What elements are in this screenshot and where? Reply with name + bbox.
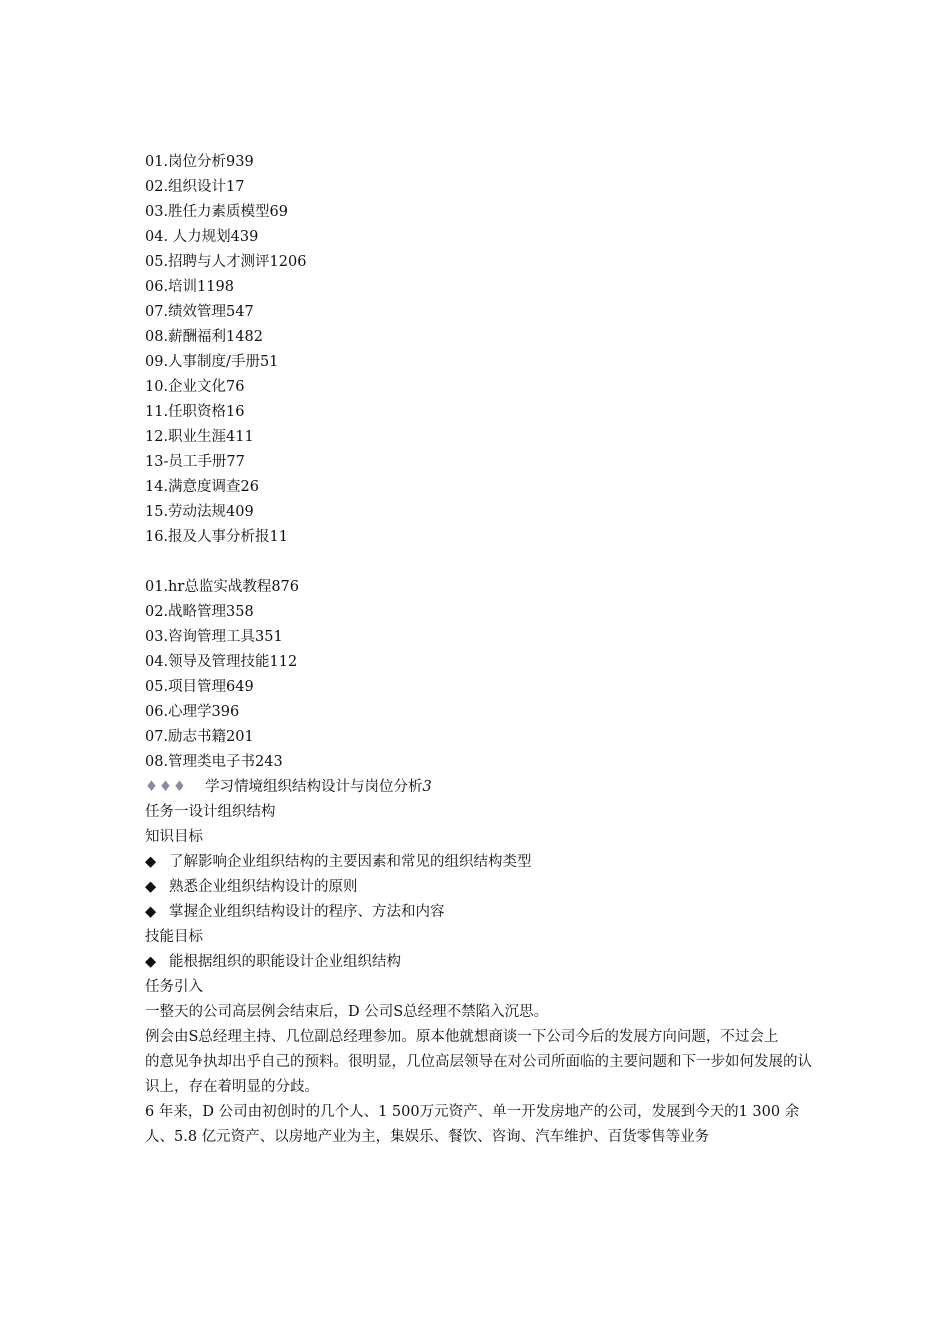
diamond-bullet-icon: ◆: [145, 879, 157, 895]
list-spacer: [145, 550, 815, 575]
list-item: 07.绩效管理547: [145, 304, 254, 320]
paragraph: 一整天的公司高层例会结束后，D 公司S总经理不禁陷入沉思。: [145, 1004, 549, 1020]
list-item: 14.满意度调查26: [145, 479, 260, 495]
knowledge-item: ◆ 了解影响企业组织结构的主要因素和常见的组织结构类型: [145, 850, 815, 875]
paragraph: 的意见争执却出乎自己的预料。很明显，几位高层领导在对公司所面临的主要问题和下一步如何发展的认: [145, 1054, 812, 1070]
list-item: 10.企业文化76: [145, 379, 245, 395]
knowledge-item: ◆ 熟悉企业组织结构设计的原则: [145, 875, 815, 900]
list-item: 01.岗位分析939: [145, 154, 254, 170]
paragraph: 例会由S总经理主持、几位副总经理参加。原本他就想商谈一下公司今后的发展方向问题，不过会上: [145, 1029, 779, 1045]
list-item: 07.励志书籍201: [145, 729, 254, 745]
resource-list-hr: [145, 150, 815, 550]
skill-title: 技能目标: [145, 929, 203, 945]
list-item: 06.培训1198: [145, 279, 234, 295]
list-item: 04.领导及管理技能112: [145, 654, 298, 670]
intro-title: 任务引入: [145, 979, 203, 995]
list-item: 06.心理学396: [145, 704, 240, 720]
diamond-bullet-icon: ◆: [145, 904, 157, 920]
list-item: 02.组织设计17: [145, 179, 245, 195]
list-item: 01.hr总监实战教程876: [145, 579, 300, 595]
list-item: 09.人事制度/手册51: [145, 354, 279, 370]
diamond-bullet-icon: ◆: [145, 954, 157, 970]
list-item: 12.职业生涯411: [145, 429, 254, 445]
section-heading: [145, 775, 815, 800]
list-item: 08.管理类电子书243: [145, 754, 283, 770]
resource-list-management: [145, 575, 815, 775]
paragraph: 人、5.8 亿元资产、以房地产业为主，集娱乐、餐饮、咨询、汽车维护、百货零售等业务: [145, 1129, 710, 1145]
section-heading-text: 学习情境组织结构设计与岗位分析: [205, 779, 423, 795]
list-item: 03.咨询管理工具351: [145, 629, 283, 645]
list-item: 04. 人力规划439: [145, 229, 259, 245]
list-item: 08.薪酬福利1482: [145, 329, 263, 345]
paragraph: 6 年来，D 公司由初创时的几个人、1 500万元资产、单一开发房地产的公司，发展到今天的1 300 余: [145, 1104, 800, 1120]
task-title: 任务一设计组织结构: [145, 804, 276, 820]
section-heading-number: 3: [422, 779, 432, 795]
skill-item: ◆ 能根据组织的职能设计企业组织结构: [145, 950, 815, 975]
list-item: 11.任职资格16: [145, 404, 245, 420]
knowledge-item: ◆ 掌握企业组织结构设计的程序、方法和内容: [145, 900, 815, 925]
list-item: 02.战略管理358: [145, 604, 254, 620]
list-item: 16.报及人事分析报11: [145, 529, 289, 545]
list-item: 13-员工手册77: [145, 454, 245, 470]
paragraph: 识上，存在着明显的分歧。: [145, 1079, 319, 1095]
diamond-bullet-icon: ◆: [145, 854, 157, 870]
list-item: 05.招聘与人才测评1206: [145, 254, 307, 270]
list-item: 05.项目管理649: [145, 679, 254, 695]
knowledge-title: 知识目标: [145, 829, 203, 845]
document-page: [145, 150, 815, 1150]
list-item: 03.胜任力素质模型69: [145, 204, 289, 220]
diamond-icon: ♦♦♦: [145, 779, 187, 795]
list-item: 15.劳动法规409: [145, 504, 254, 520]
